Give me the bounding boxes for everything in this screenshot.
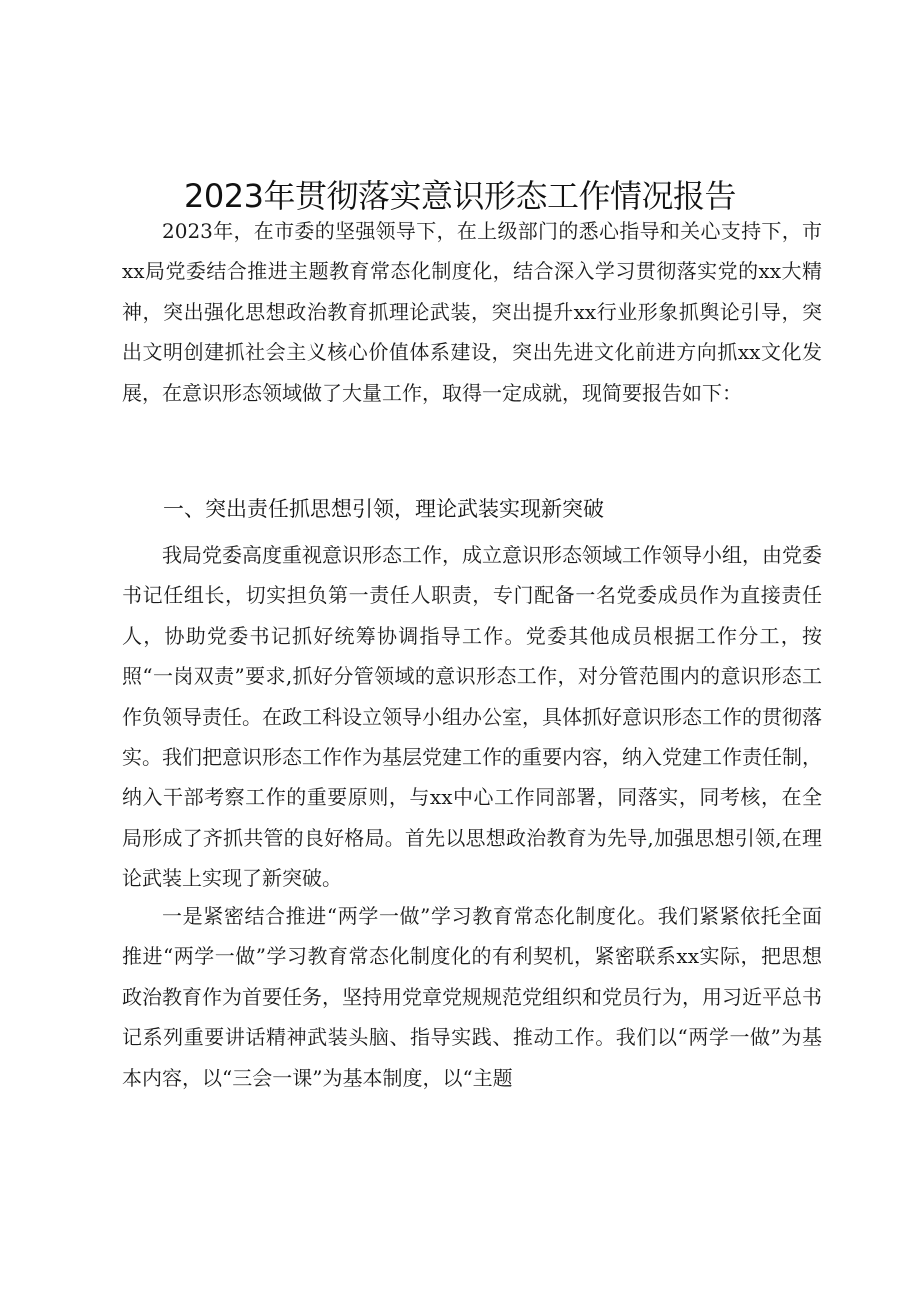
body-paragraph: 我局党委高度重视意识形态工作，成立意识形态领域工作领导小组，由党委书记任组长，切实担负第一责任人职责，专门配备一名党委成员作为直接责任人，协助党委书记抓好统筹协调指导工作。党委其他成员根据工作分工，按照“一岗双责”要求,抓好分管领域的意识形态工作，对分管范围内的意识形态工作负领导责任。在政工科设立领导小组办公室，具体抓好意识形态工作的贯彻落实。我们把意识形态工作作为基层党建工作的重要内容，纳入党建工作责任制，纳入干部考察工作的重要原则，与xx中心工作同部署，同落实，同考核，在全局形成了齐抓共管的良好格局。首先以思想政治教育为先导,加强思想引领,在理论武装上实现了新突破。	[122, 543, 822, 891]
document-title: 2023年贯彻落实意识形态工作情况报告	[184, 177, 736, 215]
section-heading: 一、突出责任抓思想引领，理论武装实现新突破	[163, 497, 604, 521]
intro-paragraph: 2023年，在市委的坚强领导下，在上级部门的悉心指导和关心支持下，市xx局党委结合推进主题教育常态化制度化，结合深入学习贯彻落实党的xx大精神，突出强化思想政治教育抓理论武装，突出提升xx行业形象抓舆论引导，突出文明创建抓社会主义核心价值体系建设，突出先进文化前进方向抓xx文化发展，在意识形态领域做了大量工作，取得一定成就，现简要报告如下：	[122, 219, 822, 405]
body-paragraph: 一是紧密结合推进“两学一做”学习教育常态化制度化。我们紧紧依托全面推进“两学一做”学习教育常态化制度化的有利契机，紧密联系xx实际，把思想政治教育作为首要任务，坚持用党章党规规范党组织和党员行为，用习近平总书记系列重要讲话精神武装头脑、指导实践、推动工作。我们以“两学一做”为基本内容，以“三会一课”为基本制度，以“主题	[122, 904, 822, 1090]
